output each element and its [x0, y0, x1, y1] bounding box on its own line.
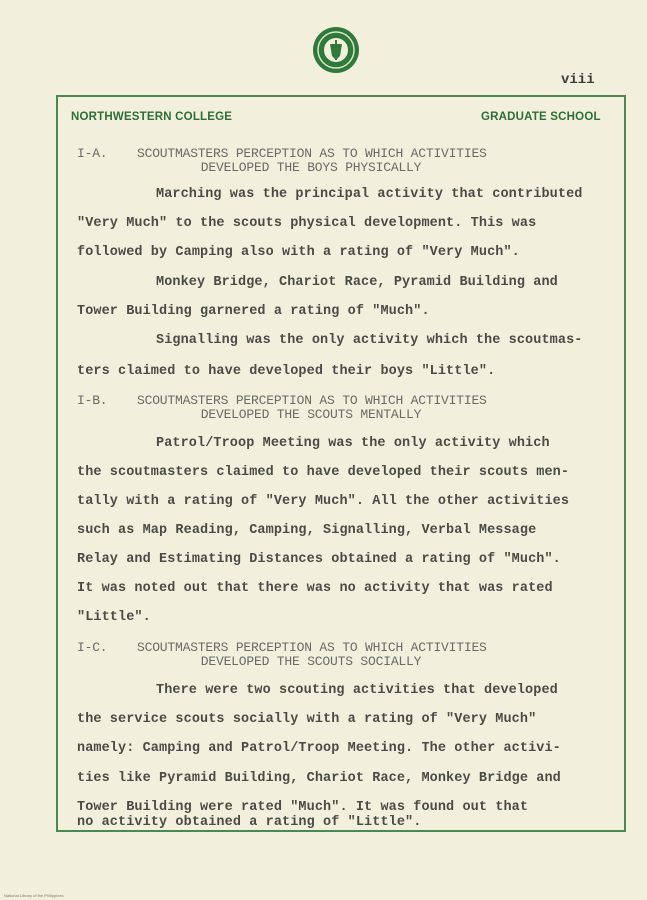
paragraph-line: such as Map Reading, Camping, Signalling, Verbal Message	[77, 523, 537, 538]
seal-emblem-icon	[316, 30, 356, 70]
section-heading-line2: DEVELOPED THE SCOUTS SOCIALLY	[200, 654, 422, 669]
paragraph-line: Patrol/Troop Meeting was the only activity which	[156, 436, 550, 451]
paragraph-line: followed by Camping also with a rating of "Very Much".	[77, 245, 520, 260]
scan-footer: National Library of the Philippines	[4, 893, 64, 898]
paragraph-line: no activity obtained a rating of "Little".	[77, 815, 422, 830]
paragraph-line: the scoutmasters claimed to have developed their scouts men-	[77, 465, 570, 480]
paragraph-line: There were two scouting activities that developed	[156, 683, 558, 698]
paragraph-line: Monkey Bridge, Chariot Race, Pyramid Building and	[156, 275, 558, 290]
paragraph-line: the service scouts socially with a rating of "Very Much"	[77, 712, 537, 727]
section-heading-line2: DEVELOPED THE BOYS PHYSICALLY	[200, 160, 422, 175]
paragraph-line: tally with a rating of "Very Much". All the other activities	[77, 494, 570, 509]
paragraph-line: ters claimed to have developed their boys "Little".	[77, 364, 496, 379]
section-heading-line1: SCOUTMASTERS PERCEPTION AS TO WHICH ACTIVITIES	[137, 146, 487, 161]
section-code: I-B.	[77, 393, 108, 408]
section-code: I-C.	[77, 640, 108, 655]
page-number: viii	[561, 72, 595, 88]
header-institution: NORTHWESTERN COLLEGE	[71, 111, 233, 123]
header-school: GRADUATE SCHOOL	[481, 111, 601, 123]
section-heading-line2: DEVELOPED THE SCOUTS MENTALLY	[200, 407, 422, 422]
section-heading-line1: SCOUTMASTERS PERCEPTION AS TO WHICH ACTIVITIES	[137, 640, 487, 655]
paragraph-line: Relay and Estimating Distances obtained a rating of "Much".	[77, 552, 561, 567]
paragraph-line: Signalling was the only activity which the scoutmas-	[156, 333, 583, 348]
paragraph-line: It was noted out that there was no activity that was rated	[77, 581, 553, 596]
section-heading-line1: SCOUTMASTERS PERCEPTION AS TO WHICH ACTIVITIES	[137, 393, 487, 408]
paragraph-line: Marching was the principal activity that contributed	[156, 187, 583, 202]
section-code: I-A.	[77, 146, 108, 161]
paragraph-line: "Little".	[77, 610, 151, 625]
college-seal	[313, 27, 359, 73]
paragraph-line: ties like Pyramid Building, Chariot Race, Monkey Bridge and	[77, 771, 561, 786]
paragraph-line: "Very Much" to the scouts physical development. This was	[77, 216, 537, 231]
paragraph-line: Tower Building were rated "Much". It was found out that	[77, 800, 529, 815]
paragraph-line: namely: Camping and Patrol/Troop Meeting. The other activi-	[77, 741, 561, 756]
paragraph-line: Tower Building garnered a rating of "Much".	[77, 304, 430, 319]
